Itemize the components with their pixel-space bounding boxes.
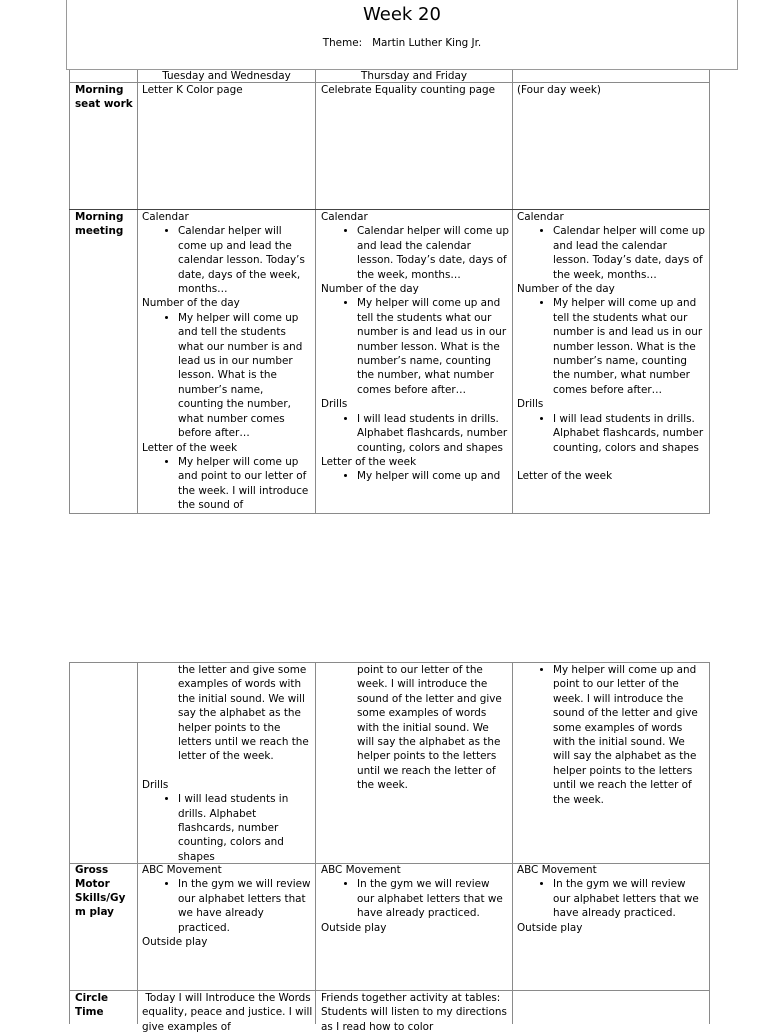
theme-value: Martin Luther King Jr. (372, 37, 482, 49)
letter-item: • My helper will come up and point to our letter of the week. I will introduce the sound of the letter and give some examples of words with the initial sound. We will say the alphabet as the helper points to the letters until we reach the letter of the week. (553, 663, 705, 807)
meeting-extra (517, 210, 705, 512)
row-label-seat-work: Morning seat work (75, 84, 133, 110)
gym-item: • In the gym we will review our alphabet letters that we have already practiced. (357, 877, 509, 920)
continuation-text: the letter and give some examples of words with the initial sound. We will say the alphabet as the helper points to the letters until we reach the letter of the week. (178, 664, 309, 763)
row-label-gross-motor (75, 863, 135, 919)
seat-work-extra: (Four day week) (517, 84, 601, 96)
letter-item: • My helper will come up and (357, 469, 509, 483)
continuation-tue-wed (142, 663, 314, 864)
label-line: m play (75, 906, 114, 918)
drills-item: • I will lead students in drills. Alphabet flashcards, number counting, colors and shapes (178, 792, 314, 864)
number-heading: Number of the day (142, 297, 240, 310)
gym-item: • In the gym we will review our alphabet letters that we have already practiced. (553, 877, 705, 920)
week-title: Week 20 (363, 4, 441, 25)
circle-time-tue-wed: Today I will Introduce the Words equality, peace and justice. I will give examples of (142, 992, 316, 1033)
label-line: Gross (75, 864, 109, 876)
drills-heading: Drills (517, 398, 544, 411)
label-line: Motor (75, 878, 110, 890)
theme-line (67, 36, 737, 50)
outside-play-heading: Outside play (142, 936, 208, 949)
gym-item: • In the gym we will review our alphabet letters that we have already practiced. (178, 877, 314, 935)
calendar-item: • Calendar helper will come up and lead the calendar lesson. Today’s date, days of the week, months… (553, 224, 705, 282)
number-item: • My helper will come up and tell the students what our number is and lead us in our number lesson. What is the number’s name, counting the number, what number comes before after… (553, 296, 705, 397)
letter-heading: Letter of the week (517, 469, 613, 482)
seat-work-thu-fri: Celebrate Equality counting page (321, 84, 495, 96)
letter-item: • My helper will come up and point to our letter of the week. I will introduce the sound of (178, 455, 312, 513)
continuation-extra (517, 663, 705, 807)
column-header-thu-fri: Thursday and Friday (361, 70, 467, 82)
number-heading: Number of the day (517, 283, 615, 296)
abc-movement-heading: ABC Movement (142, 864, 222, 876)
label-line: Circle (75, 992, 109, 1004)
gross-motor-thu-fri (321, 863, 509, 935)
continuation-text: point to our letter of the week. I will introduce the sound of the letter and give some examples of words with the initial sound. We will say the alphabet as the helper points to the letters until we reach the letter of the week. (357, 664, 502, 792)
calendar-item: • Calendar helper will come up and lead the calendar lesson. Today’s date, days of the week, months… (178, 224, 312, 296)
abc-movement-heading: ABC Movement (517, 864, 597, 876)
gross-motor-tue-wed (142, 863, 314, 949)
gross-motor-extra (517, 863, 705, 935)
label-line: Time (75, 1006, 104, 1018)
meeting-tue-wed (142, 210, 312, 512)
drills-heading: Drills (142, 778, 169, 791)
letter-heading: Letter of the week (321, 455, 417, 468)
number-heading: Number of the day (321, 283, 419, 296)
drills-item: • I will lead students in drills. Alphabet flashcards, number counting, colors and shapes (357, 412, 509, 455)
row-label-morning-meeting: Morning meeting (75, 211, 124, 237)
seat-work-tue-wed: Letter K Color page (142, 84, 243, 96)
page-header (66, 0, 738, 70)
calendar-heading: Calendar (517, 211, 564, 223)
theme-label: Theme: (322, 37, 363, 49)
number-item: • My helper will come up and tell the students what our number is and lead us in our number lesson. What is the number’s name, counting the number, what number comes before after… (178, 311, 312, 441)
calendar-heading: Calendar (321, 211, 368, 223)
outside-play-heading: Outside play (321, 921, 387, 934)
drills-heading: Drills (321, 398, 348, 411)
label-line: Skills/Gy (75, 892, 126, 904)
meeting-thu-fri (321, 210, 509, 512)
calendar-heading: Calendar (142, 211, 189, 223)
continuation-thu-fri (321, 663, 509, 793)
drills-item: • I will lead students in drills. Alphabet flashcards, number counting, colors and shapes (553, 412, 705, 455)
outside-play-heading: Outside play (517, 921, 583, 934)
column-header-tue-wed: Tuesday and Wednesday (162, 70, 291, 82)
calendar-item: • Calendar helper will come up and lead the calendar lesson. Today’s date, days of the week, months… (357, 224, 509, 282)
circle-time-thu-fri: Friends together activity at tables: Students will listen to my directions as I read how to color (321, 992, 507, 1033)
abc-movement-heading: ABC Movement (321, 864, 401, 876)
row-label-circle-time (75, 991, 135, 1019)
letter-heading: Letter of the week (142, 441, 238, 454)
number-item: • My helper will come up and tell the students what our number is and lead us in our number lesson. What is the number’s name, counting the number, what number comes before after… (357, 296, 509, 397)
